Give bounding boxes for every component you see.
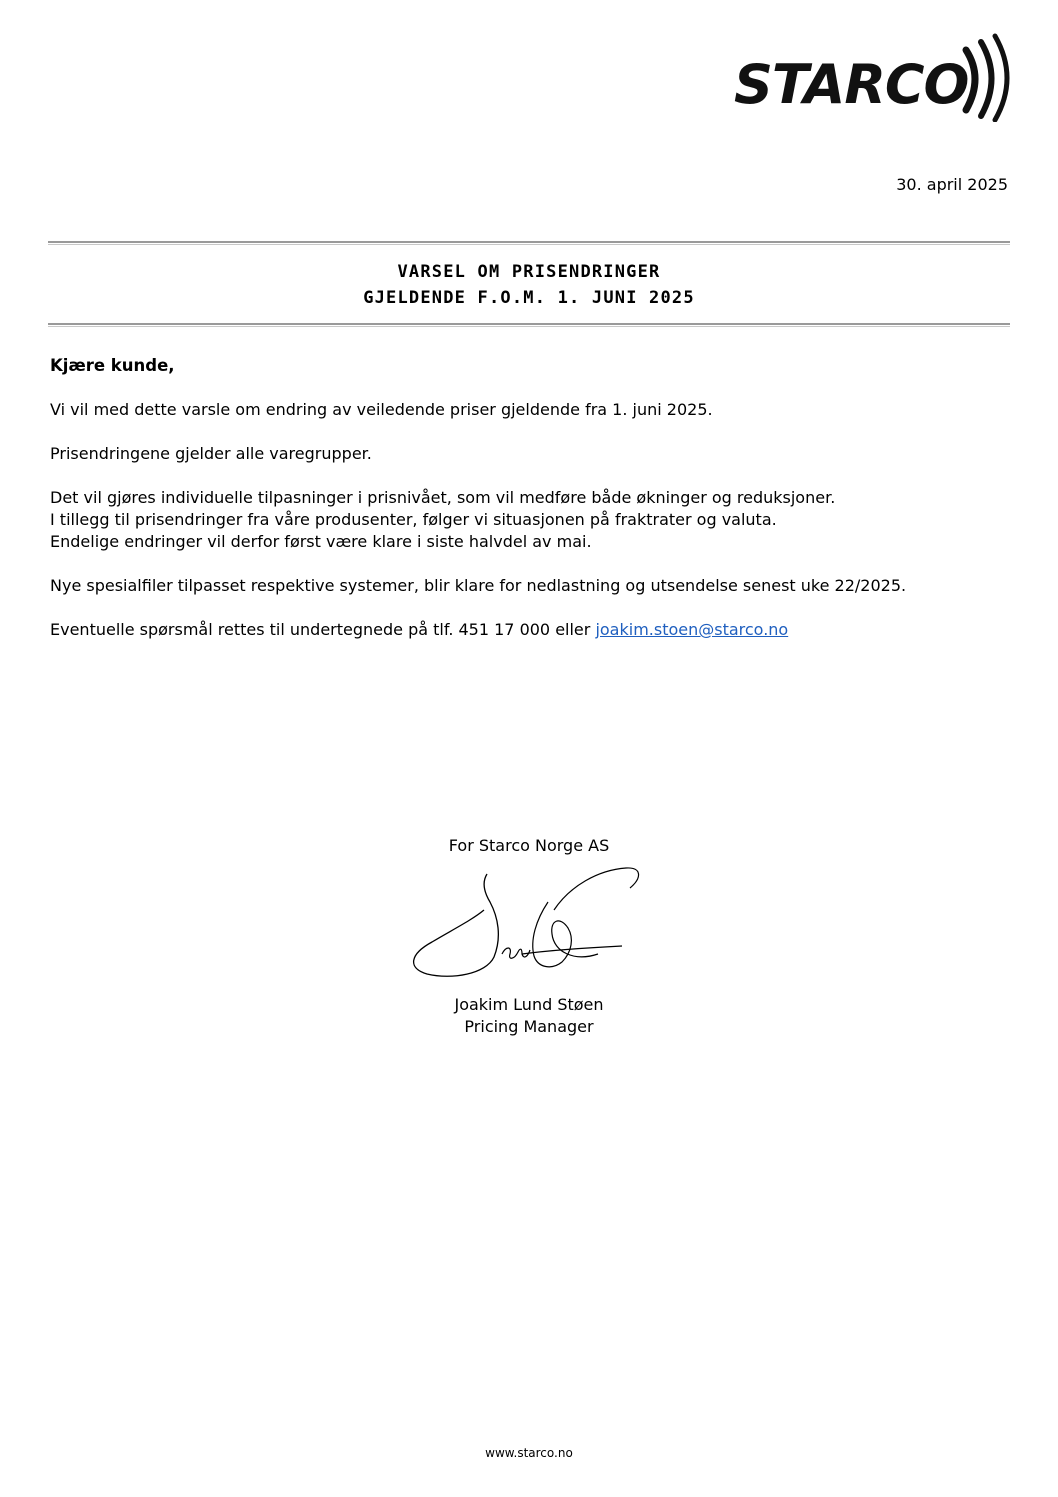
letter-body [50, 355, 1010, 663]
signature-stroke-5 [522, 946, 622, 954]
footer-website: www.starco.no [485, 1446, 573, 1460]
logo-wordmark: STARCO [734, 53, 969, 116]
paragraph-1: Vi vil med dette varsle om endring av veiledende priser gjeldende fra 1. juni 2025. [50, 400, 713, 419]
signer-title: Pricing Manager [464, 1017, 594, 1036]
starco-logo [730, 30, 1015, 122]
paragraph-5 [50, 619, 1010, 641]
signer-name: Joakim Lund Støen [454, 995, 604, 1014]
signer-block [0, 994, 1058, 1038]
paragraph-3 [50, 487, 1010, 553]
top-divider [48, 241, 1010, 245]
contact-text: Eventuelle spørsmål rettes til undertegnede på tlf. 451 17 000 eller [50, 620, 596, 639]
paragraph-3-line-1: Det vil gjøres individuelle tilpasninger i prisnivået, som vil medføre både økninger og reduksjoner. [50, 488, 836, 507]
logo-arc-2 [981, 42, 992, 116]
paragraph-2: Prisendringene gjelder alle varegrupper. [50, 444, 372, 463]
signature-stroke-4 [554, 868, 639, 910]
paragraph-4: Nye spesialfiler tilpasset respektive systemer, blir klare for nedlastning og utsendelse senest uke 22/2025. [50, 576, 907, 595]
letter-heading [48, 259, 1010, 311]
bottom-divider [48, 323, 1010, 327]
heading-line-2: GJELDENDE F.O.M. 1. JUNI 2025 [363, 288, 695, 308]
signature-stroke-3 [533, 902, 598, 967]
paragraph-3-line-3: Endelige endringer vil derfor først være klare i siste halvdel av mai. [50, 532, 592, 551]
signature-image [402, 862, 652, 984]
logo-arc-3 [995, 36, 1007, 120]
paragraph-3-line-2: I tillegg til prisendringer fra våre produsenter, følger vi situasjonen på fraktrater og valuta. [50, 510, 777, 529]
signoff: For Starco Norge AS [448, 836, 610, 855]
email-link[interactable]: joakim.stoen@starco.no [595, 620, 789, 639]
signature-stroke-1 [414, 874, 499, 976]
greeting: Kjære kunde, [50, 356, 175, 375]
heading-line-1: VARSEL OM PRISENDRINGER [397, 262, 661, 282]
letter-date: 30. april 2025 [896, 175, 1008, 194]
